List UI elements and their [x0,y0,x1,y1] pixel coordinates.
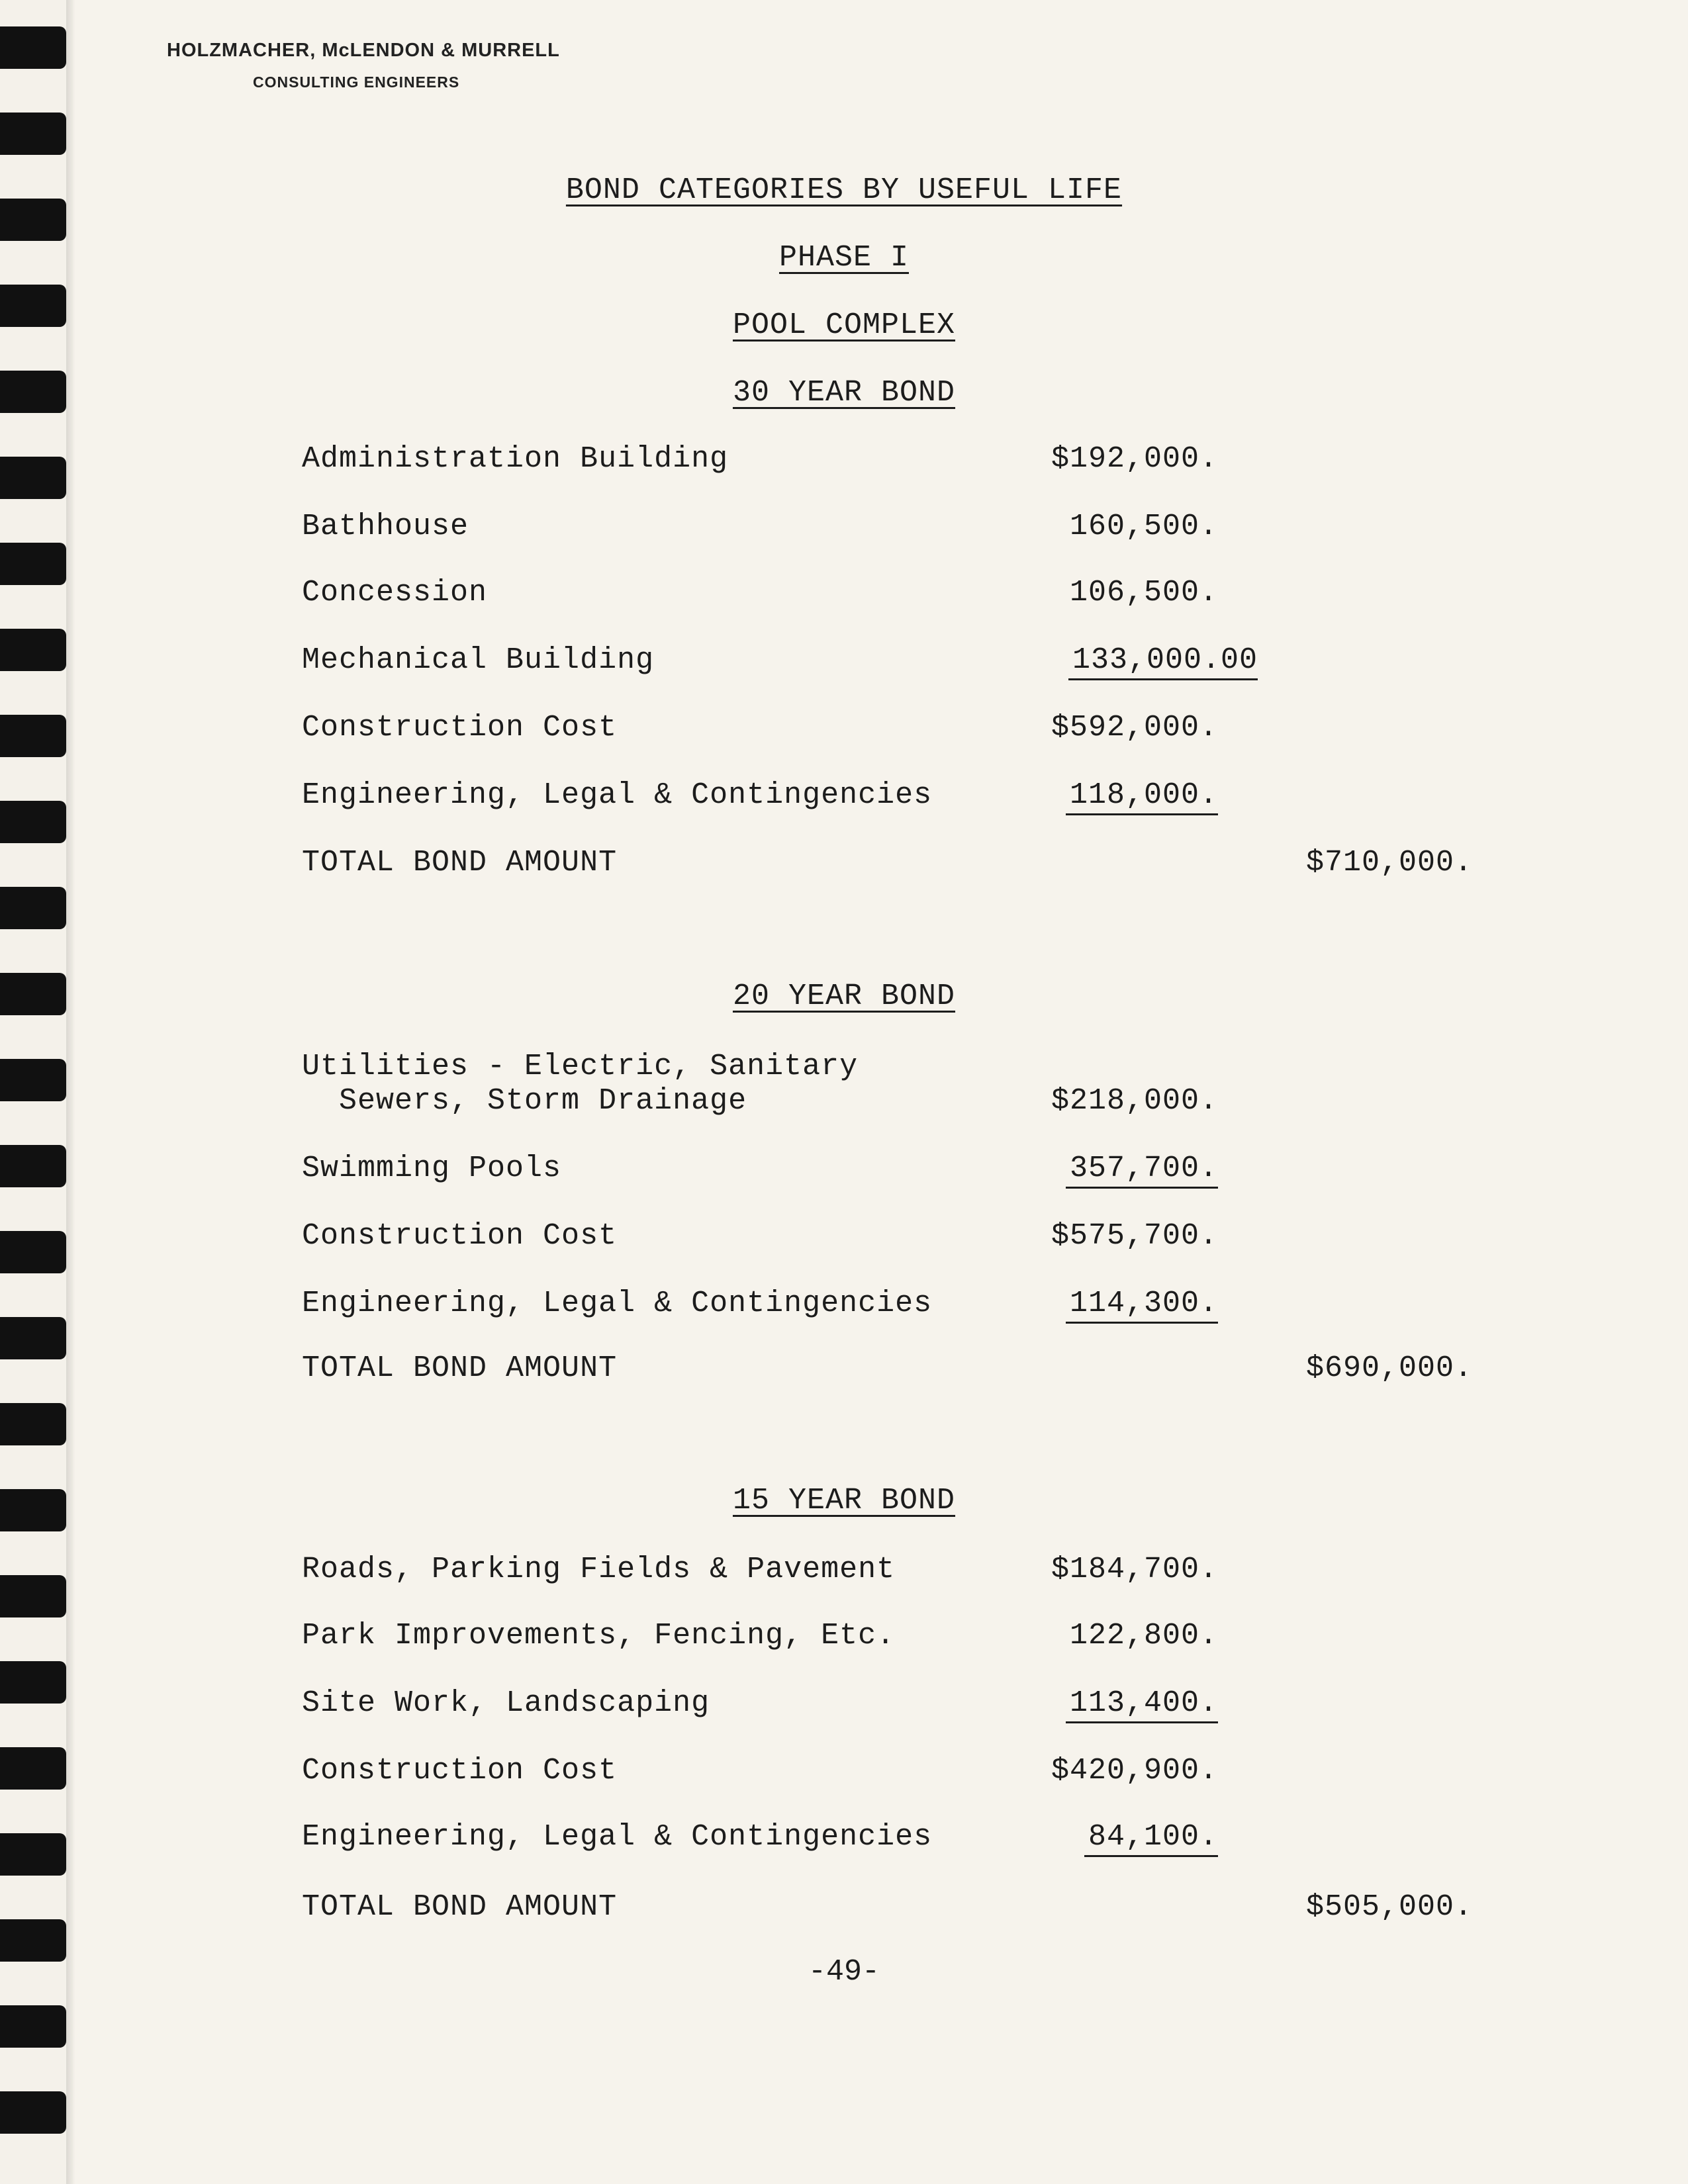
line-item-amount: $184,700. [1051,1553,1218,1586]
line-item-amount: 113,400. [953,1686,1218,1723]
line-item-label: Concession [302,576,488,610]
project-heading: POOL COMPLEX [732,308,956,342]
engineering-label: Engineering, Legal & Contingencies [302,1287,933,1320]
construction-cost-label: Construction Cost [302,711,618,745]
line-item-amount: 133,000.00 [993,643,1258,680]
binding-coil [0,1403,66,1445]
section-heading-15-year: 15 YEAR BOND [732,1484,956,1518]
line-item-label: Utilities - Electric, Sanitary [302,1050,859,1083]
construction-cost-label: Construction Cost [302,1754,618,1788]
engineering-label: Engineering, Legal & Contingencies [302,1820,933,1854]
binding-coil [0,457,66,499]
letterhead [167,40,560,91]
section-heading-20-year: 20 YEAR BOND [732,979,956,1013]
construction-cost-amount: $575,700. [1051,1219,1218,1253]
binding-coil [0,113,66,155]
page-number: -49- [808,1955,880,1989]
total-bond-label: TOTAL BOND AMOUNT [302,1890,618,1924]
binding-coil [0,887,66,929]
binding-coil [0,801,66,843]
line-item-label: Park Improvements, Fencing, Etc. [302,1619,896,1653]
line-item-amount: 122,800. [1069,1619,1218,1653]
binding-coil [0,1231,66,1273]
binding-coil [0,2005,66,2048]
binding-coil [0,543,66,585]
binding-coil [0,1575,66,1617]
total-bond-label: TOTAL BOND AMOUNT [302,1351,618,1385]
total-bond-amount: $690,000. [1305,1351,1473,1385]
total-bond-amount: $710,000. [1305,846,1473,880]
line-item-amount: $192,000. [1051,442,1218,476]
construction-cost-amount: $420,900. [1051,1754,1218,1788]
construction-cost-amount: $592,000. [1051,711,1218,745]
line-item-label: Bathhouse [302,510,469,543]
binding-coil [0,1747,66,1790]
line-item-amount: 357,700. [953,1152,1218,1189]
firm-name: HOLZMACHER, McLENDON & MURRELL [167,40,560,61]
line-item-amount: 106,500. [1069,576,1218,610]
binding-coil [0,26,66,69]
line-item-label: Swimming Pools [302,1152,562,1185]
phase-heading: PHASE I [778,241,910,275]
binding-coil [0,1059,66,1101]
engineering-amount: 118,000. [953,778,1218,815]
line-item-amount: $218,000. [1051,1084,1218,1118]
page-title: BOND CATEGORIES BY USEFUL LIFE [565,173,1123,207]
engineering-amount: 84,100. [953,1820,1218,1857]
line-item-amount: 160,500. [1069,510,1218,543]
line-item-label: Administration Building [302,442,729,476]
binding-coil [0,1661,66,1704]
line-item-label: Sewers, Storm Drainage [302,1084,747,1118]
line-item-label: Site Work, Landscaping [302,1686,710,1720]
line-item-label: Roads, Parking Fields & Pavement [302,1553,896,1586]
binding-coil [0,1833,66,1876]
engineering-amount: 114,300. [953,1287,1218,1324]
firm-department: CONSULTING ENGINEERS [253,73,460,91]
engineering-label: Engineering, Legal & Contingencies [302,778,933,812]
binding-coil [0,715,66,757]
binding-coil [0,1145,66,1187]
section-heading-30-year: 30 YEAR BOND [732,376,956,410]
binding-coil [0,629,66,671]
line-item-label: Mechanical Building [302,643,655,677]
total-bond-label: TOTAL BOND AMOUNT [302,846,618,880]
binding-coil [0,2091,66,2134]
binding-coil [0,1317,66,1359]
total-bond-amount: $505,000. [1305,1890,1473,1924]
construction-cost-label: Construction Cost [302,1219,618,1253]
